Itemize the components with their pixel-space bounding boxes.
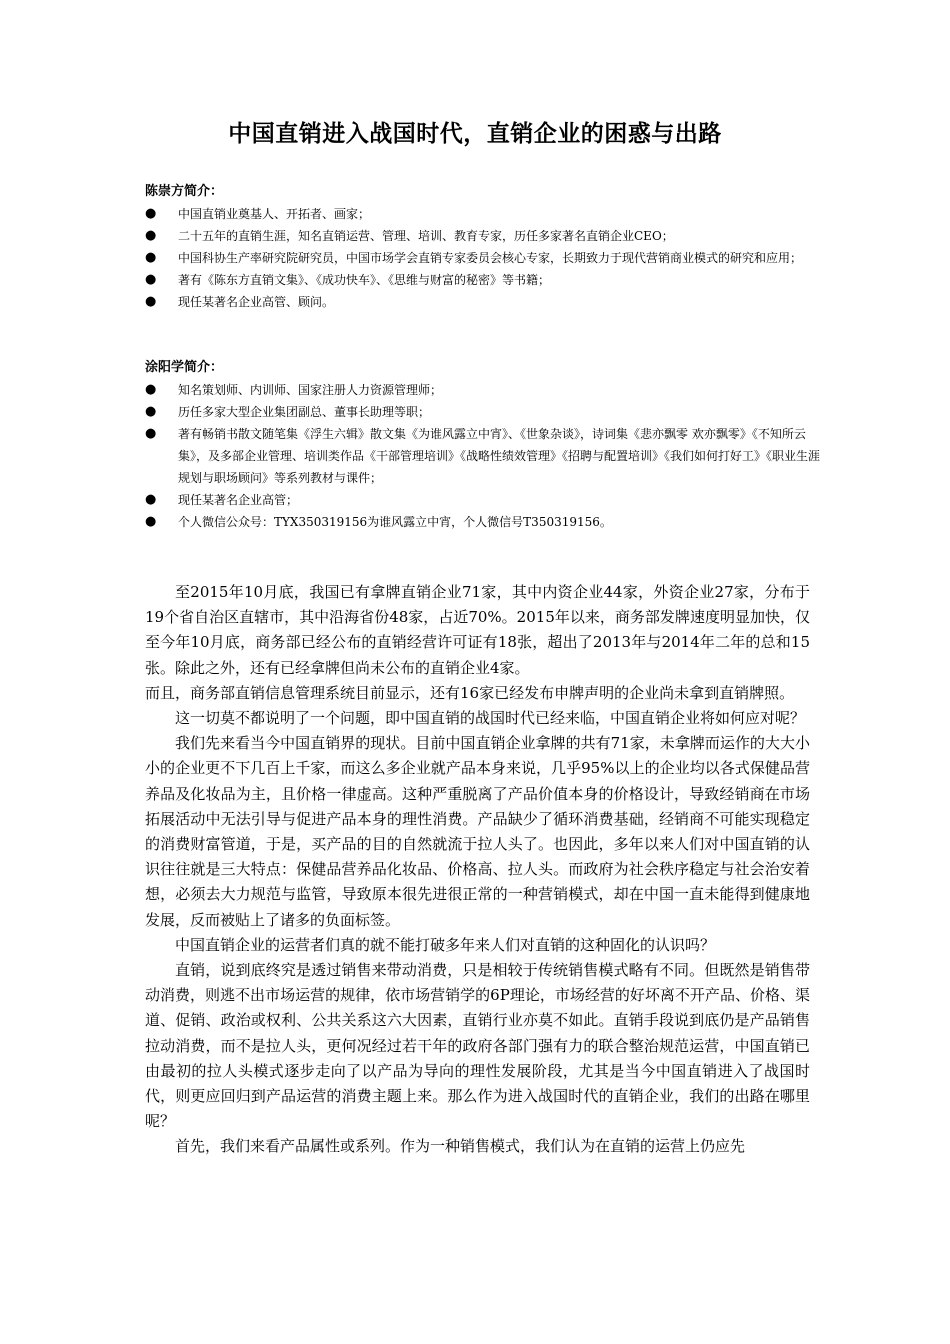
paragraph: 首先，我们来看产品属性或系列。作为一种销售模式，我们认为在直销的运营上仍应先 [175, 1137, 746, 1156]
profile-section-tu [145, 357, 825, 533]
list-item [145, 489, 825, 511]
paragraph: 中国直销企业的运营者们真的就不能打破多年来人们对直销的这种固化的认识吗？ [175, 935, 716, 954]
list-item-text: 中国科协生产率研究院研究员，中国市场学会直销专家委员会核心专家，长期致力于现代营销商业模式的研究和应用； [178, 251, 803, 265]
bullet-icon: ● [145, 426, 157, 441]
paragraph: 而且，商务部直销信息管理系统目前显示，还有16家已经发布申牌声明的企业尚未拿到直销牌照。 [145, 683, 795, 702]
list-item [145, 511, 825, 533]
profile-list [145, 203, 825, 313]
profile-section-chen [145, 181, 825, 313]
list-item [145, 225, 825, 247]
list-item-text: 个人微信公众号：TYX350319156为谁风露立中宵，个人微信号T350319156。 [178, 515, 612, 529]
paragraph: 至2015年10月底，我国已有拿牌直销企业71家，其中内资企业44家，外资企业27家，分布于19个省自治区直辖市，其中沿海省份48家，占近70%。2015年以来，商务部发牌速度明显加快，仅至今年10月底，商务部已经公布的直销经营许可证有18张，超出了2013年与2014年二年的总和15张。除此之外，还有已经拿牌但尚未公布的直销企业4家。 [145, 583, 810, 677]
list-item-text: 历任多家大型企业集团副总、董事长助理等职； [178, 405, 431, 419]
bullet-icon: ● [145, 492, 157, 507]
bullet-icon: ● [145, 382, 157, 397]
list-item [145, 247, 825, 269]
bullet-icon: ● [145, 206, 157, 221]
list-item [145, 423, 825, 489]
list-item-text: 著有《陈东方直销文集》、《成功快车》、《思维与财富的秘密》等书籍； [178, 273, 551, 287]
list-item [145, 401, 825, 423]
list-item [145, 379, 825, 401]
paragraph: 这一切莫不都说明了一个问题，即中国直销的战国时代已经来临，中国直销企业将如何应对呢？ [175, 709, 806, 728]
bullet-icon: ● [145, 404, 157, 419]
paragraph: 我们先来看当今中国直销界的现状。目前中国直销企业拿牌的共有71家，未拿牌而运作的大大小小的企业更不下几百上千家，而这么多企业就产品本身来说，几乎95%以上的企业均以各式保健品营养品及化妆品为主，且价格一律虚高。这种严重脱离了产品价值本身的价格设计，导致经销商在市场拓展活动中无法引导与促进产品本身的理性消费。产品缺少了循环消费基础，经销商不可能实现稳定的消费财富管道，于是，买产品的目的自然就流于拉人头了。也因此，多年以来人们对中国直销的认识往往就是三大特点：保健品营养品化妆品、价格高、拉人头。而政府为社会秩序稳定与社会治安着想，必须去大力规范与监管，导致原本很先进很正常的一种营销模式，却在中国一直未能得到健康地发展，反而被贴上了诸多的负面标签。 [145, 734, 810, 929]
list-item-text: 著有畅销书散文随笔集《浮生六辑》散文集《为谁风露立中宵》、《世象杂谈》，诗词集《悲亦飘零 欢亦飘零》《不知所云集》，及多部企业管理、培训类作品《干部管理培训》《战略性绩效管理》《招聘与配置培训》《我们如何打好工》《职业生涯规划与职场顾问》等系列教材与课件； [178, 427, 821, 485]
list-item [145, 203, 825, 225]
list-item-text: 知名策划师、内训师、国家注册人力资源管理师； [178, 383, 443, 397]
list-item [145, 269, 825, 291]
profile-list [145, 379, 825, 533]
list-item-text: 现任某著名企业高管、顾问。 [178, 295, 335, 309]
article-body [145, 580, 810, 1160]
bullet-icon: ● [145, 250, 157, 265]
list-item-text: 现任某著名企业高管； [178, 493, 299, 507]
page-title: 中国直销进入战国时代，直销企业的困惑与出路 [228, 121, 722, 147]
bullet-icon: ● [145, 272, 157, 287]
bullet-icon: ● [145, 294, 157, 309]
profile-heading: 涂阳学简介： [145, 360, 224, 375]
list-item-text: 中国直销业奠基人、开拓者、画家； [178, 207, 371, 221]
paragraph: 直销，说到底终究是透过销售来带动消费，只是相较于传统销售模式略有不同。但既然是销售带动消费，则逃不出市场运营的规律，依市场营销学的6P理论，市场经营的好坏离不开产品、价格、渠道、促销、政治或权利、公共关系这六大因素，直销行业亦莫不如此。直销手段说到底仍是产品销售拉动消费，而不是拉人头，更何况经过若干年的政府各部门强有力的联合整治规范运营，中国直销已由最初的拉人头模式逐步走向了以产品为导向的理性发展阶段，尤其是当今中国直销进入了战国时代，则更应回归到产品运营的消费主题上来。那么作为进入战国时代的直销企业，我们的出路在哪里呢？ [145, 961, 810, 1131]
bullet-icon: ● [145, 228, 157, 243]
list-item [145, 291, 825, 313]
profile-heading: 陈崇方简介： [145, 184, 224, 199]
bullet-icon: ● [145, 514, 157, 529]
list-item-text: 二十五年的直销生涯，知名直销运营、管理、培训、教育专家，历任多家著名直销企业CEO； [178, 229, 674, 243]
